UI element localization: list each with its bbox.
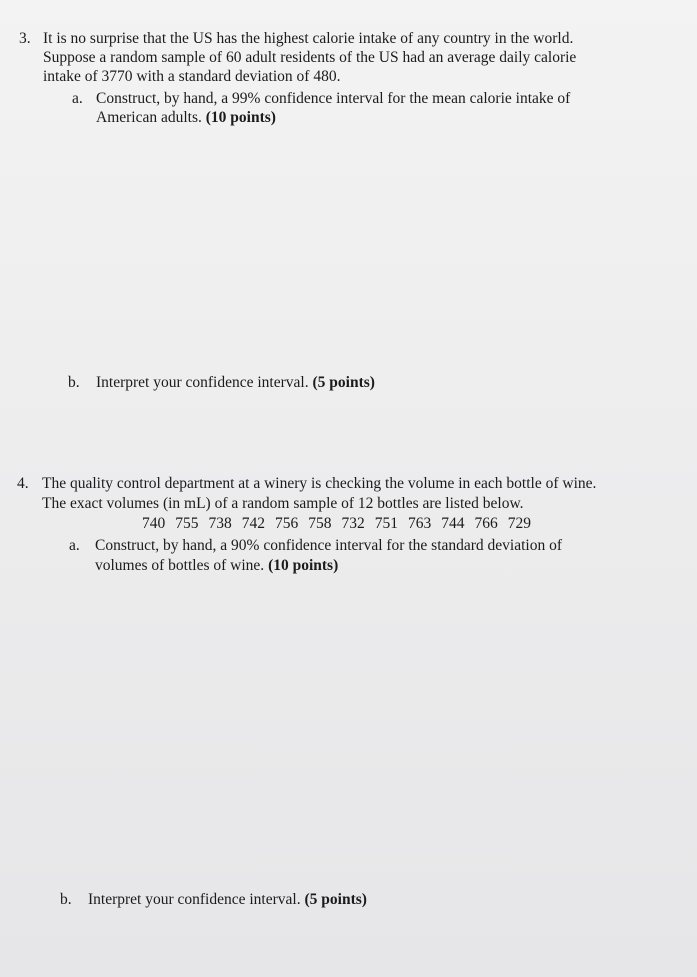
question-4a-label: a. <box>69 537 80 554</box>
question-3b-text: Interpret your confidence interval. <box>96 374 309 391</box>
volume-value: 751 <box>374 515 398 532</box>
question-3a-text: American adults. <box>96 109 202 126</box>
volume-value: 744 <box>441 515 465 532</box>
volume-value: 756 <box>275 515 299 532</box>
question-3b-label: b. <box>68 374 80 391</box>
volume-value: 766 <box>474 515 498 532</box>
question-4-line-2: The exact volumes (in mL) of a random sample of 12 bottles are listed below. <box>42 495 524 512</box>
question-4a-line-2 <box>95 556 338 576</box>
volume-value: 740 <box>142 515 166 532</box>
volume-value: 763 <box>408 515 432 532</box>
question-3b-points: (5 points) <box>312 374 375 391</box>
question-4-number: 4. <box>17 475 29 492</box>
question-3a-line-2 <box>96 108 276 128</box>
volume-value: 755 <box>175 515 199 532</box>
question-4-line-1: The quality control department at a winery is checking the volume in each bottle of wine. <box>42 475 597 492</box>
volume-value: 758 <box>308 515 332 532</box>
question-4a-line-1: Construct, by hand, a 90% confidence interval for the standard deviation of <box>95 537 563 554</box>
question-4a-text: volumes of bottles of wine. <box>95 557 265 574</box>
question-4b-text: Interpret your confidence interval. <box>88 891 301 908</box>
question-3a-line-1: Construct, by hand, a 99% confidence interval for the mean calorie intake of <box>96 90 571 107</box>
question-3-number: 3. <box>19 30 31 47</box>
question-3-line-3: intake of 3770 with a standard deviation of 480. <box>43 68 341 85</box>
volume-value: 729 <box>507 515 531 532</box>
question-3-line-2: Suppose a random sample of 60 adult residents of the US had an average daily calorie <box>43 49 577 66</box>
question-4a-points: (10 points) <box>268 557 339 574</box>
question-3b-line <box>96 373 375 393</box>
question-3a-points: (10 points) <box>205 109 276 126</box>
volume-values <box>142 514 531 534</box>
volume-value: 742 <box>241 515 265 532</box>
volume-value: 738 <box>208 515 232 532</box>
question-4b-label: b. <box>60 891 72 908</box>
volume-value: 732 <box>341 515 365 532</box>
question-3-line-1: It is no surprise that the US has the highest calorie intake of any country in the world. <box>43 30 574 47</box>
question-4b-line <box>88 890 367 910</box>
question-4b-points: (5 points) <box>304 891 367 908</box>
question-3a-label: a. <box>72 90 83 107</box>
